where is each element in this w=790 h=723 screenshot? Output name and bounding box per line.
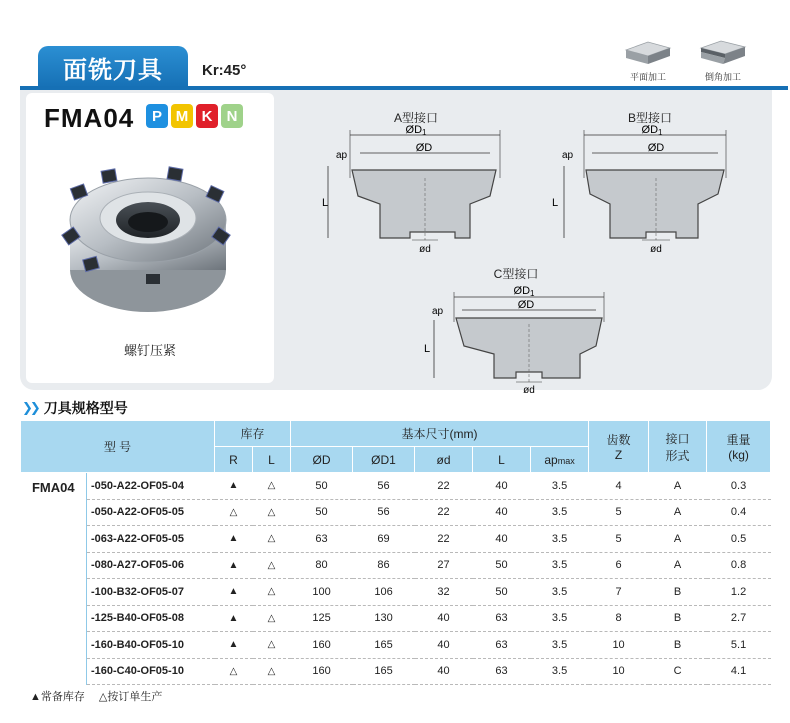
table-row xyxy=(21,632,771,659)
d1-label: ØD1 xyxy=(513,285,535,298)
cell-bore: 40 xyxy=(415,632,473,659)
interface-b-diagram xyxy=(546,108,736,258)
cell-r: ▲ xyxy=(215,552,253,579)
cell-z: 10 xyxy=(589,658,649,685)
length-label: L xyxy=(322,197,329,209)
material-badge-n: N xyxy=(221,104,243,128)
legend-made-to-order: △按订单生产 xyxy=(98,691,163,703)
interface-c-title: C型接口 xyxy=(493,267,539,281)
section-title-tab xyxy=(38,46,188,88)
interface-c-diagram xyxy=(418,266,618,396)
cell-d: 100 xyxy=(291,579,353,606)
header-model: 型 号 xyxy=(21,421,215,473)
cell-l: △ xyxy=(253,632,291,659)
length-label: L xyxy=(552,197,559,209)
spec-heading xyxy=(22,398,128,418)
cell-l: △ xyxy=(253,605,291,632)
material-badges xyxy=(146,104,243,128)
header-stock-l: L xyxy=(253,447,291,473)
cell-r: ▲ xyxy=(215,579,253,606)
stock-legend xyxy=(30,688,162,704)
header-stock: 库存 xyxy=(215,421,291,447)
model-cell: -160-C40-OF05-10 xyxy=(87,658,215,685)
face-milling-block-icon xyxy=(622,36,674,68)
table-row xyxy=(21,605,771,632)
interface-a-title: A型接口 xyxy=(393,111,439,125)
header-length: L xyxy=(473,447,531,473)
cell-len: 50 xyxy=(473,579,531,606)
section-title: 面铣刀具 xyxy=(63,56,163,84)
cell-r: ▲ xyxy=(215,526,253,553)
cell-ap: 3.5 xyxy=(531,658,589,685)
series-label: FMA04 xyxy=(31,480,75,495)
bore-label: ød xyxy=(419,244,431,255)
cell-d1: 106 xyxy=(353,579,415,606)
chamfer-block-icon xyxy=(697,36,749,68)
cell-ap: 3.5 xyxy=(531,579,589,606)
header-d: ØD xyxy=(291,447,353,473)
cell-l: △ xyxy=(253,499,291,526)
model-cell: -050-A22-OF05-04 xyxy=(87,473,215,500)
cell-d: 80 xyxy=(291,552,353,579)
material-badge-k: K xyxy=(196,104,218,128)
cell-bore: 40 xyxy=(415,658,473,685)
cell-kg: 0.8 xyxy=(707,552,771,579)
cell-ap: 3.5 xyxy=(531,473,589,500)
cell-kg: 4.1 xyxy=(707,658,771,685)
cell-bore: 22 xyxy=(415,526,473,553)
cell-d: 125 xyxy=(291,605,353,632)
table-row xyxy=(21,552,771,579)
d1-label: ØD1 xyxy=(641,124,663,137)
cell-r: △ xyxy=(215,499,253,526)
cell-len: 40 xyxy=(473,473,531,500)
cell-d1: 56 xyxy=(353,473,415,500)
ap-label: ap xyxy=(336,150,348,161)
d-label: ØD xyxy=(415,142,433,154)
material-badge-m: M xyxy=(171,104,193,128)
cell-iface: B xyxy=(649,579,707,606)
material-badge-p: P xyxy=(146,104,168,128)
interface-a-diagram xyxy=(320,108,510,258)
cell-d: 50 xyxy=(291,499,353,526)
cell-d: 160 xyxy=(291,658,353,685)
cell-bore: 32 xyxy=(415,579,473,606)
cell-d1: 130 xyxy=(353,605,415,632)
cell-d: 63 xyxy=(291,526,353,553)
header-bore: ød xyxy=(415,447,473,473)
cell-len: 63 xyxy=(473,632,531,659)
cell-d1: 86 xyxy=(353,552,415,579)
cell-bore: 22 xyxy=(415,473,473,500)
operation-face-milling xyxy=(618,36,678,83)
table-row xyxy=(21,658,771,685)
header-stock-r: R xyxy=(215,447,253,473)
bore-label: ød xyxy=(650,244,662,255)
cell-bore: 40 xyxy=(415,605,473,632)
cell-iface: A xyxy=(649,552,707,579)
cell-kg: 0.3 xyxy=(707,473,771,500)
model-cell: -125-B40-OF05-08 xyxy=(87,605,215,632)
cell-ap: 3.5 xyxy=(531,499,589,526)
d-label: ØD xyxy=(517,299,535,311)
model-cell: -160-B40-OF05-10 xyxy=(87,632,215,659)
cell-d1: 165 xyxy=(353,658,415,685)
model-cell: -100-B32-OF05-07 xyxy=(87,579,215,606)
cell-r: △ xyxy=(215,658,253,685)
cell-ap: 3.5 xyxy=(531,605,589,632)
model-cell: -050-A22-OF05-05 xyxy=(87,499,215,526)
model-cell: -080-A27-OF05-06 xyxy=(87,552,215,579)
header-weight: 重量 (kg) xyxy=(707,421,771,473)
cell-iface: B xyxy=(649,605,707,632)
cell-kg: 5.1 xyxy=(707,632,771,659)
cell-len: 40 xyxy=(473,526,531,553)
cell-z: 7 xyxy=(589,579,649,606)
operation-label: 倒角加工 xyxy=(704,72,741,82)
model-cell: -063-A22-OF05-05 xyxy=(87,526,215,553)
face-mill-cutter-image xyxy=(48,150,248,330)
cell-d: 50 xyxy=(291,473,353,500)
clamp-type-label: 螺钉压紧 xyxy=(123,343,176,358)
header-ap-max: apmax xyxy=(531,447,589,473)
cell-z: 8 xyxy=(589,605,649,632)
cell-ap: 3.5 xyxy=(531,526,589,553)
cell-ap: 3.5 xyxy=(531,632,589,659)
ap-label: ap xyxy=(432,306,444,317)
cell-z: 10 xyxy=(589,632,649,659)
cell-bore: 22 xyxy=(415,499,473,526)
table-row xyxy=(21,473,771,500)
header-d1: ØD1 xyxy=(353,447,415,473)
cell-r: ▲ xyxy=(215,605,253,632)
cell-kg: 2.7 xyxy=(707,605,771,632)
cell-ap: 3.5 xyxy=(531,552,589,579)
interface-b-title: B型接口 xyxy=(627,111,673,125)
spec-heading-text: 刀具规格型号 xyxy=(43,400,128,416)
cell-d: 160 xyxy=(291,632,353,659)
cell-l: △ xyxy=(253,579,291,606)
cell-l: △ xyxy=(253,658,291,685)
kr-angle-label: Kr:45° xyxy=(202,62,247,79)
cell-z: 5 xyxy=(589,499,649,526)
table-row xyxy=(21,526,771,553)
legend-in-stock: ▲常备库存 xyxy=(30,691,85,703)
cell-kg: 1.2 xyxy=(707,579,771,606)
product-model: FMA04 xyxy=(44,103,135,133)
header-interface: 接口 形式 xyxy=(649,421,707,473)
cell-kg: 0.5 xyxy=(707,526,771,553)
table-row xyxy=(21,499,771,526)
d-label: ØD xyxy=(647,142,665,154)
ap-label: ap xyxy=(562,150,574,161)
bore-label: ød xyxy=(523,385,535,396)
cell-len: 63 xyxy=(473,658,531,685)
cell-iface: B xyxy=(649,632,707,659)
cell-z: 4 xyxy=(589,473,649,500)
cell-r: ▲ xyxy=(215,632,253,659)
header-teeth: 齿数 Z xyxy=(589,421,649,473)
operation-label: 平面加工 xyxy=(629,72,666,82)
length-label: L xyxy=(424,343,431,355)
cell-z: 6 xyxy=(589,552,649,579)
cell-iface: A xyxy=(649,526,707,553)
cell-iface: A xyxy=(649,499,707,526)
header-dims: 基本尺寸(mm) xyxy=(291,421,589,447)
cell-bore: 27 xyxy=(415,552,473,579)
cell-d1: 165 xyxy=(353,632,415,659)
cell-len: 63 xyxy=(473,605,531,632)
cell-l: △ xyxy=(253,552,291,579)
cell-d1: 69 xyxy=(353,526,415,553)
cell-len: 50 xyxy=(473,552,531,579)
operation-chamfer xyxy=(693,36,753,83)
cell-d1: 56 xyxy=(353,499,415,526)
cell-l: △ xyxy=(253,473,291,500)
spec-table xyxy=(20,420,771,685)
cell-iface: A xyxy=(649,473,707,500)
cell-len: 40 xyxy=(473,499,531,526)
cell-iface: C xyxy=(649,658,707,685)
cell-z: 5 xyxy=(589,526,649,553)
cell-r: ▲ xyxy=(215,473,253,500)
cell-kg: 0.4 xyxy=(707,499,771,526)
table-row xyxy=(21,579,771,606)
d1-label: ØD1 xyxy=(405,124,427,137)
double-chevron-icon: ❯❯ xyxy=(22,400,38,415)
cell-l: △ xyxy=(253,526,291,553)
